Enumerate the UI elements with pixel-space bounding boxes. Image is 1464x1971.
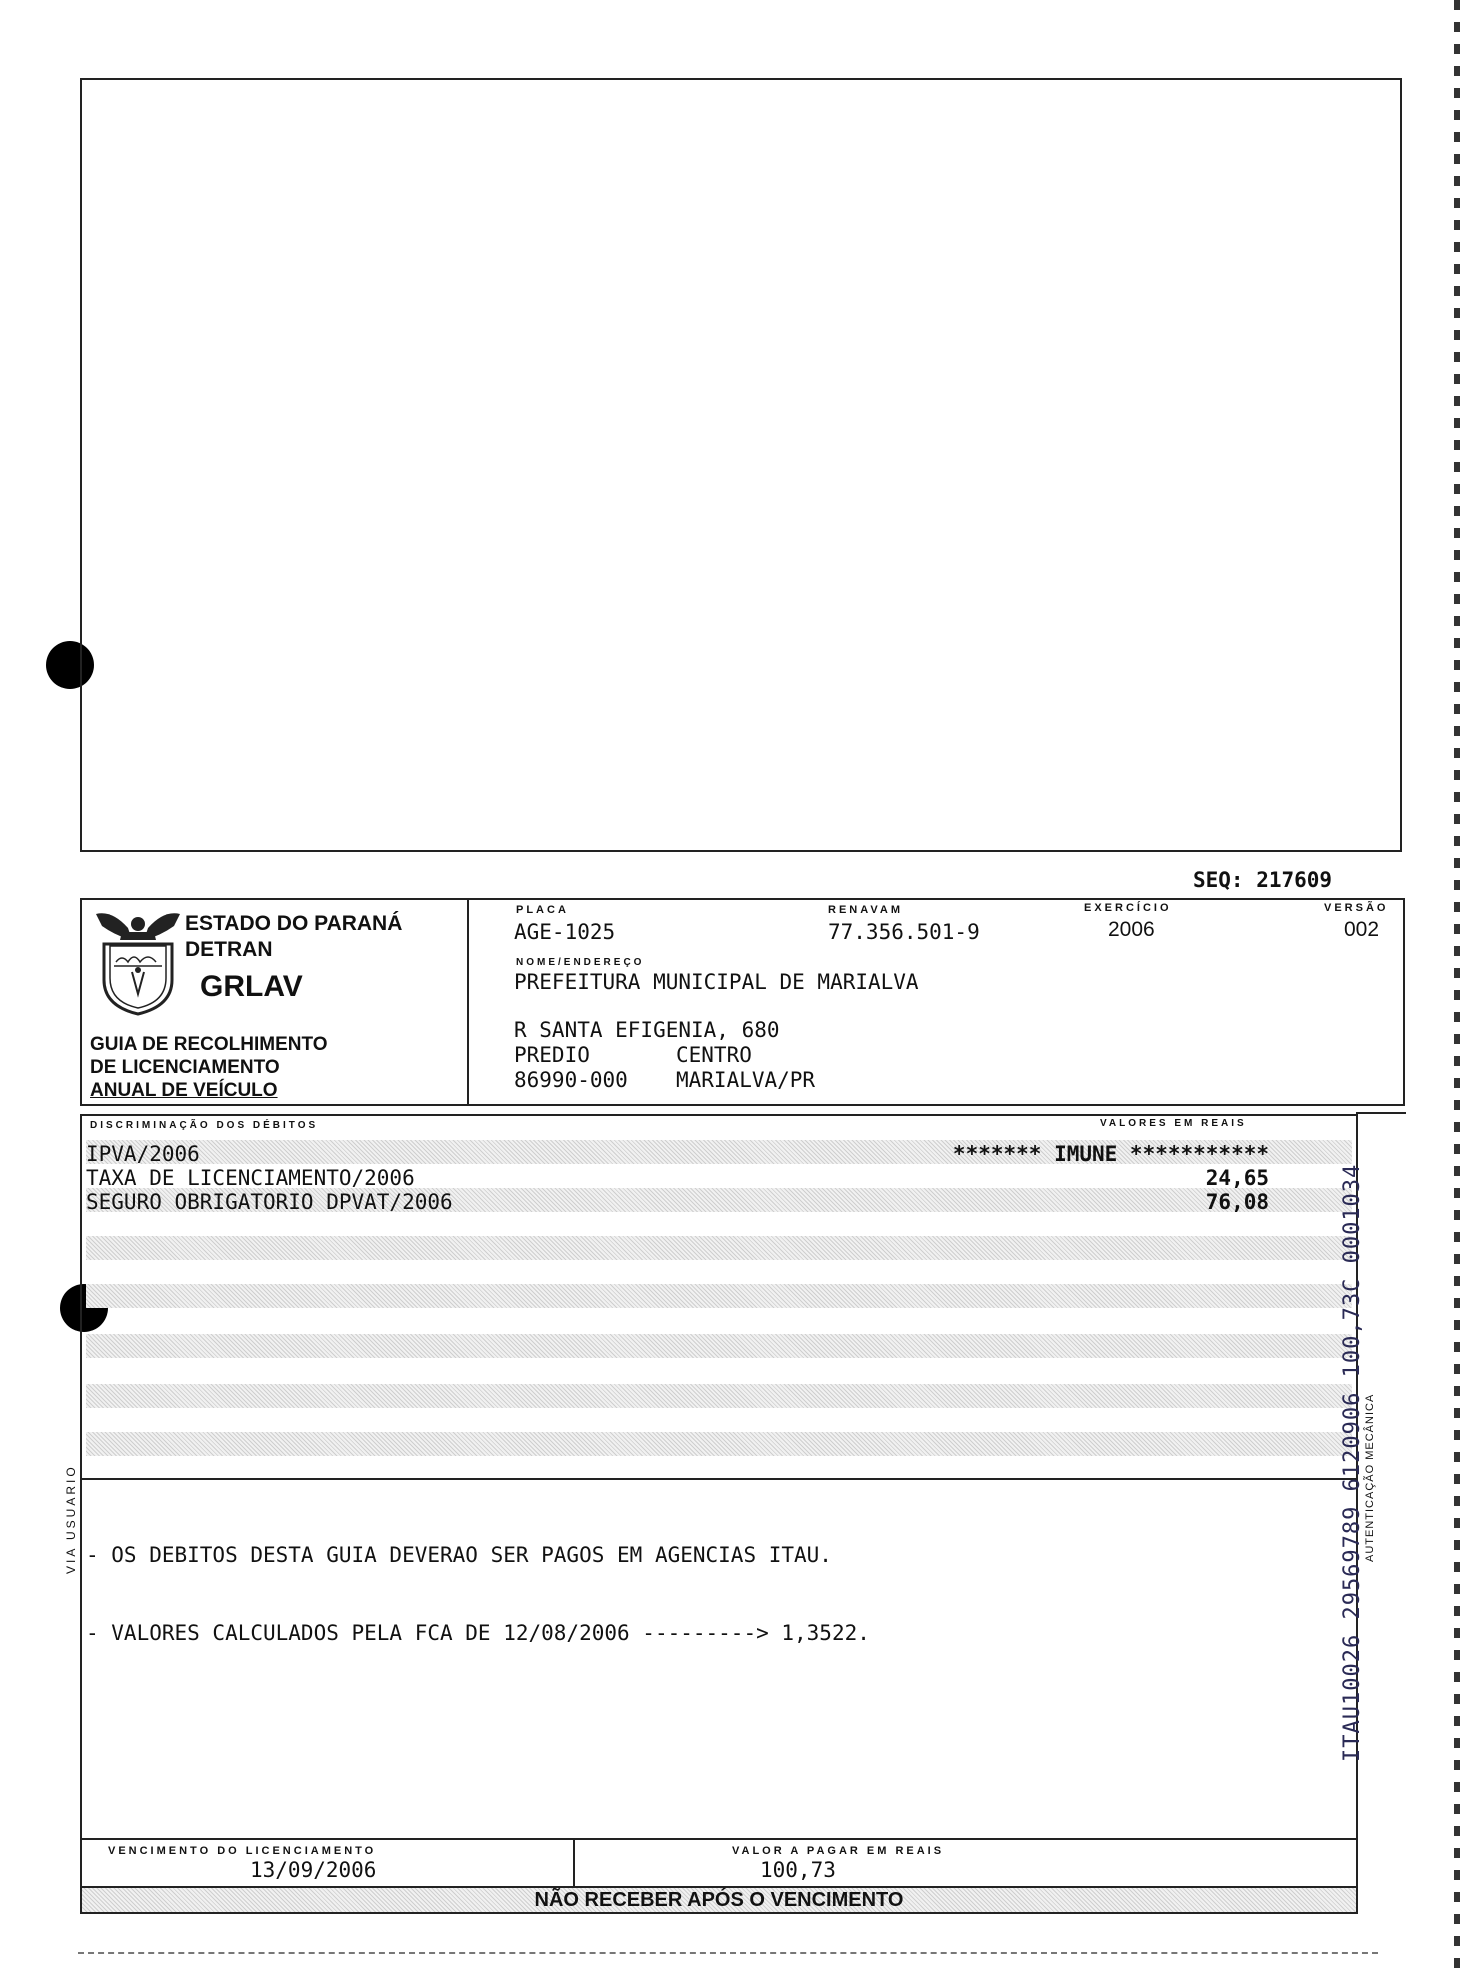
detran-label: DETRAN [185,938,273,961]
valor-label: VALOR A PAGAR EM REAIS [732,1845,945,1857]
renavam-label: RENAVAM [828,904,903,916]
footer-divider [573,1838,575,1888]
guia-line: DE LICENCIAMENTO [90,1057,280,1078]
nome-label: NOME/ENDEREÇO [516,957,645,968]
scan-edge [1454,0,1460,1971]
guia-title [90,1033,328,1102]
do-not-accept-after-due-notice: NÃO RECEBER APÓS O VENCIMENTO [534,1889,904,1911]
debit-desc: TAXA DE LICENCIAMENTO/2006 [86,1166,415,1190]
state-name: ESTADO DO PARANÁ [185,912,403,935]
versao-label: VERSÃO [1324,902,1389,914]
exercicio-label: EXERCÍCIO [1084,902,1172,914]
versao-value: 002 [1344,918,1380,941]
note-line: - VALORES CALCULADOS PELA FCA DE 12/08/2006 ---------> 1,3522. [86,1621,870,1645]
placa-label: PLACA [516,904,569,916]
debit-value: 24,65 [1205,1166,1269,1190]
values-title: VALORES EM REAIS [1100,1118,1247,1129]
debits-values [953,1142,1269,1214]
tear-line [78,1952,1378,1954]
parana-coat-of-arms-icon [92,906,184,1018]
renavam-value: 77.356.501-9 [828,920,980,944]
blank-upper-box [80,78,1402,852]
vencimento-label: VENCIMENTO DO LICENCIAMENTO [108,1845,377,1857]
endereco-line3a: 86990-000 [514,1068,628,1092]
guia-line: GUIA DE RECOLHIMENTO [90,1034,328,1055]
valor-value: 100,73 [760,1858,836,1882]
via-usuario-label: VIA USUARIO [64,1464,78,1574]
stripe [86,1334,1352,1358]
debit-desc: IPVA/2006 [86,1142,200,1166]
header-divider [467,898,469,1106]
stripe [86,1284,1352,1308]
grlav-title: GRLAV [200,970,303,1003]
stripe [86,1384,1352,1408]
endereco-line2b: CENTRO [676,1043,752,1067]
endereco-line2a: PREDIO [514,1043,590,1067]
debits-title: DISCRIMINAÇÃO DOS DÉBITOS [90,1120,319,1131]
debits-list [86,1142,453,1214]
debit-value: 76,08 [1205,1190,1269,1214]
autenticacao-label: AUTENTICAÇÃO MECÂNICA [1364,1393,1376,1562]
vencimento-value: 13/09/2006 [250,1858,377,1882]
debit-desc: SEGURO OBRIGATORIO DPVAT/2006 [86,1190,453,1214]
seq-number: SEQ: 217609 [1193,868,1333,892]
endereco-line1: R SANTA EFIGENIA, 680 [514,1018,780,1042]
stripe [86,1432,1352,1456]
exercicio-value: 2006 [1108,918,1155,941]
debit-value: ******* IMUNE *********** [952,1142,1269,1166]
rule [80,1478,1358,1480]
guia-line: ANUAL DE VEÍCULO [90,1080,278,1101]
nome-value: PREFEITURA MUNICIPAL DE MARIALVA [514,970,919,994]
endereco-line3b: MARIALVA/PR [676,1068,816,1092]
stripe [86,1236,1352,1260]
note-line: - OS DEBITOS DESTA GUIA DEVERAO SER PAGOS EM AGENCIAS ITAU. [86,1543,832,1567]
rule [1356,1112,1406,1114]
placa-value: AGE-1025 [514,920,616,944]
mechanical-authentication-stamp: ITAU10026 29569789 6120906 100,73C 0001034 [1340,1163,1365,1762]
payment-notes [86,1490,870,1672]
rule [80,1480,82,1838]
